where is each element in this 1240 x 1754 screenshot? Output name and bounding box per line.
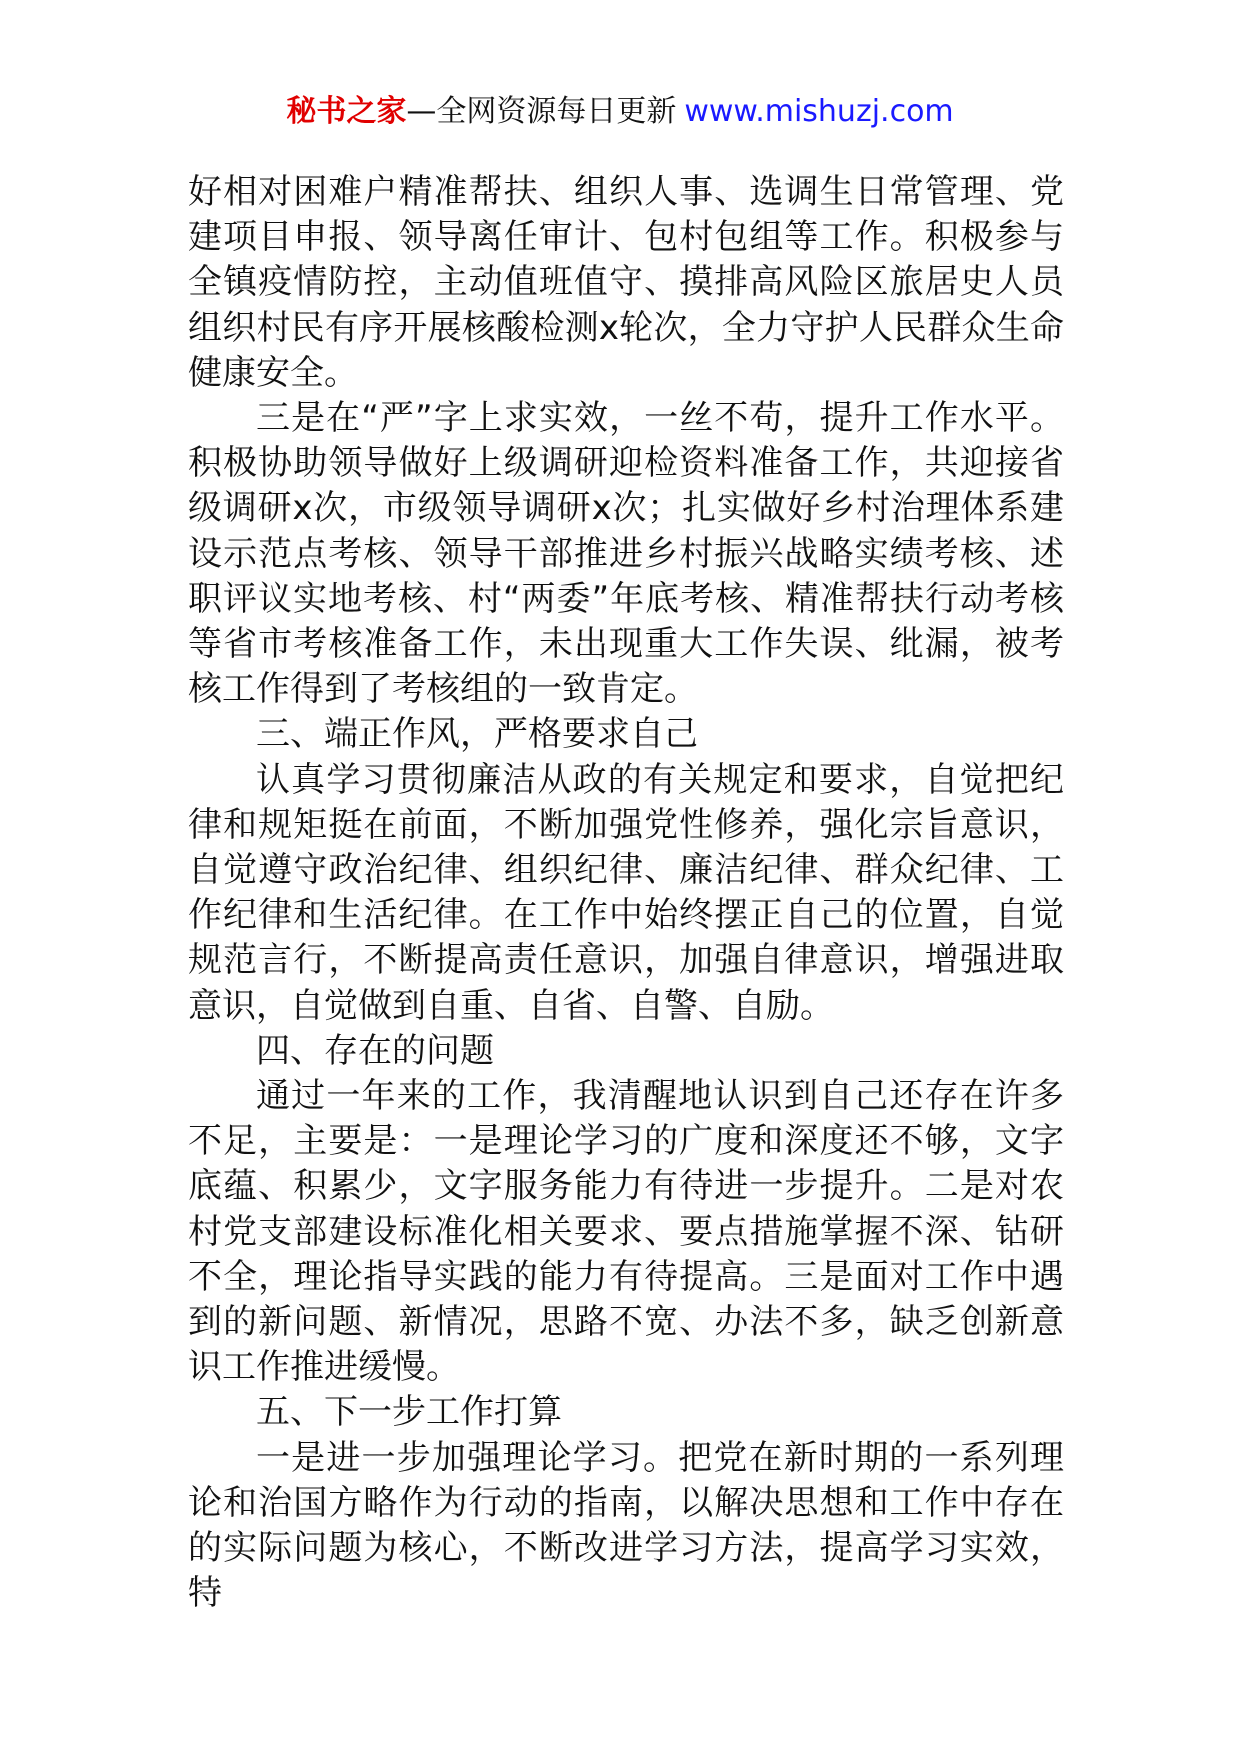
paragraph-continued: 好相对困难户精准帮扶、组织人事、选调生日常管理、党建项目申报、领导离任审计、包村包组等工作。积极参与全镇疫情防控，主动值班值守、摸排高风险区旅居史人员组织村民有序开展核酸检测x轮次，全力守护人民群众生命健康安全。 <box>188 172 1064 393</box>
section-heading-problems: 四、存在的问题 <box>256 1030 494 1071</box>
paragraph-strict-effectiveness: 三是在“严”字上求实效，一丝不苟，提升工作水平。积极协助领导做好上级调研迎检资料准备工作，共迎接省级调研x次，市级领导调研x次；扎实做好乡村治理体系建设示范点考核、领导干部推进乡村振兴战略实绩考核、述职评议实地考核、村“两委”年底考核、精准帮扶行动考核等省市考核准备工作，未出现重大工作失误、纰漏，被考核工作得到了考核组的一致肯定。 <box>188 398 1064 710</box>
brand-name: 秘书之家 <box>286 94 407 129</box>
section-heading-work-style: 三、端正作风，严格要求自己 <box>256 714 698 755</box>
paragraph-discipline: 认真学习贯彻廉洁从政的有关规定和要求，自觉把纪律和规矩挺在前面，不断加强党性修养，强化宗旨意识，自觉遵守政治纪律、组织纪律、廉洁纪律、群众纪律、工作纪律和生活纪律。在工作中始终摆正自己的位置，自觉规范言行，不断提高责任意识，加强自律意识，增强进取意识，自觉做到自重、自省、自警、自励。 <box>188 759 1064 1026</box>
page-header <box>0 92 1240 132</box>
header-slogan: —全网资源每日更新 <box>406 94 677 129</box>
paragraph-next-steps: 一是进一步加强理论学习。把党在新时期的一系列理论和治国方略作为行动的指南，以解决思想和工作中存在的实际问题为核心，不断改进学习方法，提高学习实效，特 <box>188 1437 1064 1614</box>
site-url-link[interactable]: www.mishuzj.com <box>684 94 954 129</box>
document-body <box>188 170 1064 1617</box>
paragraph-problems: 通过一年来的工作，我清醒地认识到自己还存在许多不足，主要是：一是理论学习的广度和深度还不够，文字底蕴、积累少，文字服务能力有待进一步提升。二是对农村党支部建设标准化相关要求、要点措施掌握不深、钻研不全，理论指导实践的能力有待提高。三是面对工作中遇到的新问题、新情况，思路不宽、办法不多，缺乏创新意识工作推进缓慢。 <box>188 1076 1064 1388</box>
section-heading-next-steps: 五、下一步工作打算 <box>256 1392 562 1433</box>
